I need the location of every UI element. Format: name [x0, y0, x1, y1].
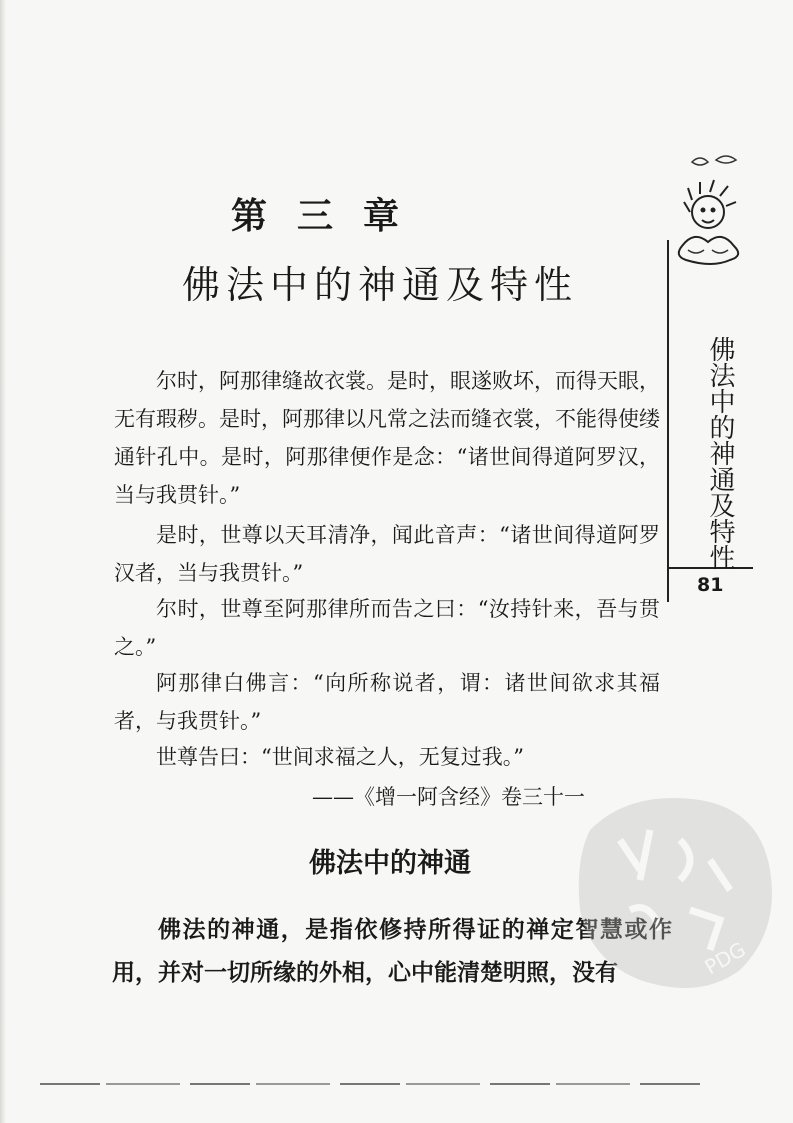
- page-edge: [0, 0, 6, 1123]
- passage-paragraph: 尔时，世尊至阿那律所而告之曰：“汝持针来，吾与贯之。”: [114, 597, 660, 659]
- sidebar-vertical-rule: [667, 240, 669, 602]
- seal-watermark-icon: [560, 770, 790, 1020]
- deity-emblem-icon: [672, 150, 762, 300]
- watermark-label: PDG: [700, 937, 750, 980]
- passage-paragraph: 尔时，阿那律缝故衣裳。是时，眼遂败坏，而得天眼，无有瑕秽。是时，阿那律以凡常之法而缝衣裳，不能得使缕通针孔中。是时，阿那律便作是念：“诸世间得道阿罗汉，当与我贯针。”: [114, 369, 660, 507]
- chapter-title: 佛法中的神通及特性: [181, 263, 578, 307]
- passage-paragraph: 世尊告曰：“世间求福之人，无复过我。”: [156, 745, 524, 769]
- page-number: 81: [697, 574, 724, 596]
- source-citation: ——《增一阿含经》卷三十一: [312, 785, 585, 809]
- bottom-rule: [40, 1083, 700, 1085]
- chapter-number: 第三章: [230, 195, 429, 237]
- running-title: 佛法中的神通及特性: [705, 336, 735, 570]
- section-body: 佛法的神通，是指依修持所得证的禅定智慧或作用，并对一切所缘的外相，心中能清楚明照，没有: [112, 916, 672, 986]
- passage-paragraph: 是时，世尊以天耳清净，闻此音声：“诸世间得道阿罗汉者，当与我贯针。”: [114, 523, 660, 585]
- passage-paragraph: 阿那律白佛言：“向所称说者，谓：诸世间欲求其福者，与我贯针。”: [114, 671, 660, 733]
- section-heading: 佛法中的神通: [309, 848, 471, 879]
